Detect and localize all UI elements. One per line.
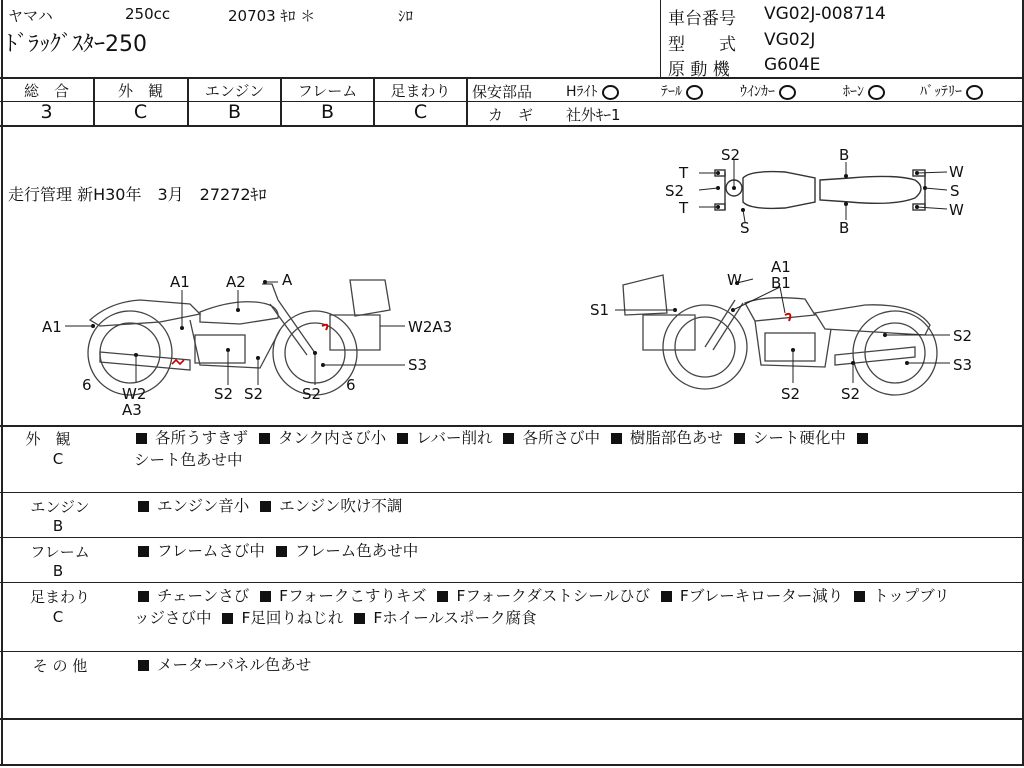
bullet-square-icon [354,613,365,624]
part-label: S2 [841,385,861,403]
bullet-square-icon [136,433,147,444]
part-label: B1 [771,274,791,292]
part-label: S2 [781,385,801,403]
part-label: S2 [721,146,741,164]
part-label: S2 [302,385,322,403]
remark-item: シート色あせ中 [134,451,243,469]
remark-line [136,427,876,449]
part-label: W [727,271,742,289]
bike-right-side-diagram [585,255,985,415]
bullet-square-icon [611,433,622,444]
remark-grade: B [52,517,64,535]
part-label: S2 [953,327,973,345]
remark-line [134,607,542,629]
ok-circle-icon [966,85,983,100]
remark-line [138,585,956,607]
remark-category: フレーム [30,543,90,561]
safety-item-winker [740,81,796,101]
part-label: T [679,164,689,182]
part-label: A3 [122,401,142,419]
part-label: W2 [122,385,147,403]
rule [466,101,1022,102]
bullet-square-icon [437,591,448,602]
remark-item: 各所さび中 [522,429,600,447]
rule [0,492,1022,493]
rule [0,764,1022,766]
remark-item: シート硬化中 [752,429,846,447]
part-label: S2 [244,385,264,403]
bullet-square-icon [138,591,149,602]
ok-circle-icon [686,85,703,100]
remark-line [138,654,317,676]
part-label: S [950,182,960,200]
damage-mark [172,360,184,364]
bullet-square-icon [222,613,233,624]
remark-category: そ の 他 [32,657,88,675]
remark-category: 外 観 [25,430,71,448]
part-label: W [949,163,964,181]
grade-frame-label: フレーム [297,82,358,100]
safety-item-label: ｳｲﾝｶｰ [740,84,775,100]
frame-number-label: 車台番号 [668,9,736,29]
part-label: A1 [170,273,190,291]
ok-circle-icon [779,85,796,100]
part-label: B [839,146,850,164]
rule [0,718,1022,720]
bullet-square-icon [260,501,271,512]
rule [0,582,1022,583]
model-name: ﾄﾞﾗｯｸﾞｽﾀｰ250 [6,32,147,57]
engine-value: G604E [764,55,821,75]
bullet-square-icon [397,433,408,444]
bike-top-view-diagram [655,140,975,240]
displacement: 250cc [125,5,171,23]
bullet-square-icon [276,546,287,557]
remark-category: エンジン [30,498,90,516]
remark-line [138,495,408,517]
bullet-square-icon [138,501,149,512]
bullet-square-icon [661,591,672,602]
engine-label: 原 動 機 [668,60,730,80]
safety-item-label: Hﾗｲﾄ [566,84,598,100]
bullet-square-icon [857,433,868,444]
part-label: 6 [346,376,356,394]
remark-grade: C [52,608,64,626]
rule [0,651,1022,652]
remark-item: メーターパネル色あせ [157,656,312,674]
remark-item: Fフォークダストシールひび [456,587,650,605]
rule [0,77,1022,79]
bike-left-side-diagram [40,260,460,420]
remark-line [138,540,424,562]
remark-item: F足回りねじれ [241,609,344,627]
grade-suspension-value: C [413,101,428,123]
ok-circle-icon [602,85,619,100]
part-label: A1 [42,318,62,336]
frame-number: VG02J-008714 [764,4,886,24]
grade-suspension-label: 足まわり [390,82,451,100]
key-value: 社外ｷｰ1 [566,106,621,124]
remark-item: チェーンさび [157,587,250,605]
type-label: 型 式 [668,35,736,55]
remark-item: トップブリ [873,587,950,605]
remark-item: フレーム色あせ中 [294,542,419,560]
part-label: W2A3 [408,318,453,336]
part-label: W [949,201,964,219]
part-label: S [740,219,750,237]
safety-item-label: ﾊﾞｯﾃﾘｰ [920,84,962,100]
safety-parts-label: 保安部品 [472,83,533,101]
mileage-management-note: 走行管理 新H30年 3月 27272ｷﾛ [8,185,267,204]
mileage-code: 20703 ｷﾛ ＊ [228,7,316,25]
part-label: A1 [771,258,791,276]
remark-item: フレームさび中 [157,542,265,560]
part-label: S1 [590,301,610,319]
part-label: 6 [82,376,92,394]
grade-overall-label: 総 合 [23,82,69,100]
safety-item-horn [843,81,885,101]
maker: ヤマハ [8,7,53,25]
remark-item: タンク内さび小 [277,429,387,447]
bullet-square-icon [854,591,865,602]
remark-item: エンジン吹け不調 [279,497,403,515]
rule [0,537,1022,538]
remark-item: Fブレーキローター減り [679,587,844,605]
body-color: ｼﾛ [398,7,414,25]
bullet-square-icon [503,433,514,444]
rule [0,125,1022,127]
grade-engine-value: B [227,101,242,123]
grade-overall-value: 3 [40,101,53,123]
part-label: T [679,199,689,217]
damage-mark [322,325,327,330]
part-label: S2 [214,385,234,403]
bullet-square-icon [138,546,149,557]
grade-frame-value: B [320,101,335,123]
bullet-square-icon [259,433,270,444]
key-label: カ ギ [488,106,534,124]
part-label: A2 [226,273,246,291]
type-value: VG02J [764,30,816,50]
remark-item: レバー削れ [416,429,493,447]
part-label: S3 [408,356,428,374]
part-label: S3 [953,356,973,374]
remark-item: 各所うすきず [155,429,249,447]
grade-exterior-label: 外 観 [117,82,163,100]
remark-item: Fホイールスポーク腐食 [373,609,537,627]
remark-item: 樹脂部色あせ [629,429,723,447]
ok-circle-icon [868,85,885,100]
remark-item: ッジさび中 [134,609,212,627]
safety-item-label: ﾎｰﾝ [843,84,864,100]
safety-item-battery [920,81,983,101]
remark-item: エンジン音小 [157,497,250,515]
safety-item-headlight [566,81,619,101]
grade-engine-label: エンジン [204,82,265,100]
remark-category: 足まわり [29,588,90,606]
remark-line [134,449,249,471]
safety-item-tail [661,81,703,101]
part-label: B [839,219,850,237]
bullet-square-icon [138,660,149,671]
bullet-square-icon [260,591,271,602]
safety-item-label: ﾃｰﾙ [661,84,682,100]
part-label: A [282,271,293,289]
part-label: S2 [665,182,685,200]
rule [660,0,661,78]
grade-exterior-value: C [133,101,148,123]
remark-grade: B [52,562,64,580]
remark-grade: C [52,450,64,468]
bullet-square-icon [734,433,745,444]
remark-item: Fフォークこすりキズ [279,587,427,605]
